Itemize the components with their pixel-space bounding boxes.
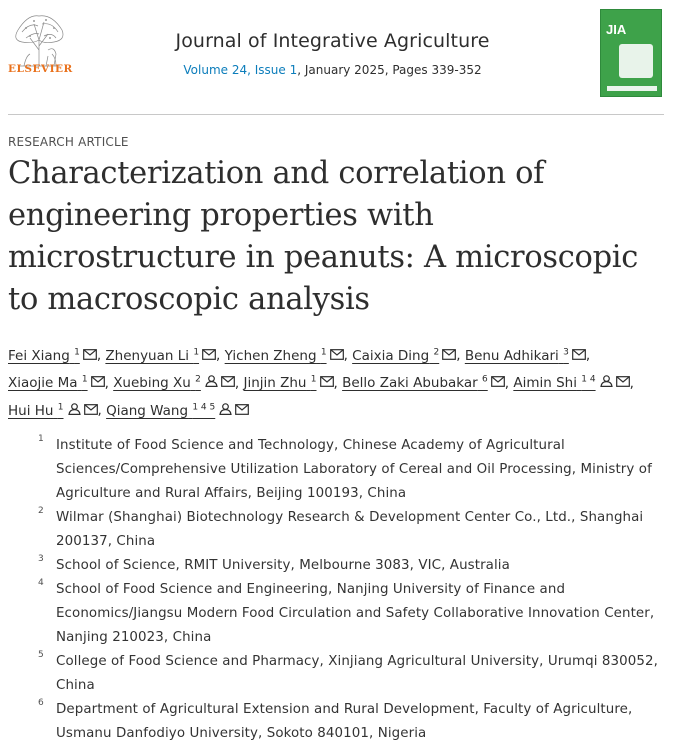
author-name: Zhenyuan Li (105, 347, 190, 364)
author-list (8, 340, 668, 423)
cover-abbrev: JIA (606, 22, 627, 37)
email-icon (616, 371, 630, 395)
affiliation-number: 6 (38, 698, 44, 708)
author-name: Caixia Ding (352, 347, 430, 364)
article-title: Characterization and correlation of engineering properties with microstructure in peanuts: A microscopic to macroscopic analysis (8, 156, 639, 317)
author-name: Jinjin Zhu (243, 375, 307, 391)
person-icon (205, 371, 218, 395)
author-name: Xuebing Xu (113, 375, 191, 391)
affiliation-ref: 1 4 5 (192, 402, 216, 412)
author-separator: , (234, 375, 240, 391)
header-divider (8, 114, 664, 115)
author-separator: , (216, 347, 221, 364)
author-separator: , (97, 402, 102, 419)
affiliation-text: Institute of Food Science and Technology, Chinese Academy of Agricultural Sciences/Comprehensive Utilization Laboratory of Cereal and Oil Processing, Ministry of Agriculture and Rural Affairs, Beijing 100193, China (56, 438, 652, 501)
author-link[interactable] (225, 348, 344, 364)
author-link[interactable] (106, 403, 249, 419)
author-name: Qiang Wang (106, 402, 189, 419)
author-link[interactable] (513, 375, 629, 391)
email-icon (221, 371, 235, 395)
author-name: Hui Hu (8, 402, 54, 419)
author-name: Xiaojie Ma (8, 375, 78, 391)
volume-issue-link[interactable]: Volume 24, Issue 1 (183, 63, 298, 77)
author-separator: , (504, 375, 510, 391)
affiliation-ref: 1 (320, 347, 327, 357)
affiliation-ref: 2 (433, 347, 440, 357)
email-icon (84, 399, 98, 423)
affiliation-text: School of Food Science and Engineering, Nanjing University of Finance and Economics/Jiangsu Modern Food Circulation and Safety Collaborative Innovation Center, Nanjing 210023, China (56, 582, 655, 645)
affiliation-text: College of Food Science and Pharmacy, Xinjiang Agricultural University, Urumqi 830052, China (56, 654, 658, 693)
author-link[interactable] (8, 348, 97, 364)
journal-cover-thumbnail[interactable] (600, 9, 662, 97)
cover-diagram (619, 44, 653, 78)
author-name: Benu Adhikari (464, 347, 559, 364)
journal-header (0, 0, 676, 115)
cover-footer-band (607, 86, 657, 91)
affiliation-text: School of Science, RMIT University, Melbourne 3083, VIC, Australia (56, 558, 510, 573)
affiliation-number: 3 (38, 554, 44, 564)
affiliation-ref: 1 (310, 374, 317, 385)
email-icon (491, 371, 505, 395)
author-name: Yichen Zheng (224, 347, 317, 364)
affiliation-number: 2 (38, 506, 44, 516)
article-type: RESEARCH ARTICLE (8, 135, 129, 149)
person-icon (219, 399, 232, 423)
affiliation-number: 1 (38, 434, 44, 444)
author-link[interactable] (8, 375, 105, 391)
author-separator: , (104, 375, 109, 391)
author-separator: , (96, 347, 102, 364)
author-link[interactable] (105, 348, 216, 364)
person-icon (600, 371, 613, 395)
email-icon (442, 344, 456, 368)
affiliation-ref: 1 (74, 347, 80, 357)
email-icon (202, 344, 216, 368)
email-icon (320, 371, 334, 395)
affiliation-text: Department of Agricultural Extension and Rural Development, Faculty of Agriculture, Usmanu Danfodiyo University, Sokoto 840101, Nigeria (56, 702, 633, 741)
affiliation-number: 4 (38, 578, 44, 588)
affiliation-text: Wilmar (Shanghai) Biotechnology Research & Development Center Co., Ltd., Shanghai 200137, China (56, 510, 644, 549)
author-link[interactable] (352, 348, 456, 364)
publisher-name[interactable]: ELSEVIER (8, 63, 73, 75)
email-icon (83, 344, 97, 368)
email-icon (235, 399, 249, 423)
author-link[interactable] (113, 375, 235, 391)
affiliation-ref: 1 4 (581, 374, 596, 385)
author-separator: , (456, 347, 461, 364)
author-name: Fei Xiang (8, 347, 70, 364)
email-icon (91, 371, 105, 395)
journal-title[interactable]: Journal of Integrative Agriculture (175, 30, 490, 52)
author-separator: , (333, 375, 338, 391)
affiliation-ref: 1 (81, 374, 88, 385)
author-separator: , (629, 375, 634, 391)
email-icon (572, 344, 586, 368)
affiliation-ref: 1 (193, 347, 200, 357)
affiliation-ref: 3 (563, 347, 569, 357)
author-link[interactable] (342, 375, 505, 391)
author-separator: , (585, 347, 591, 364)
author-name: Bello Zaki Abubakar (342, 375, 478, 391)
author-separator: , (343, 347, 348, 364)
affiliation-ref: 6 (482, 374, 488, 385)
email-icon (330, 344, 344, 368)
affiliation-ref: 1 (57, 402, 64, 412)
person-icon (68, 399, 81, 423)
affiliation-ref: 2 (195, 374, 201, 385)
author-name: Aimin Shi (513, 375, 577, 391)
author-link[interactable] (8, 403, 98, 419)
author-link[interactable] (243, 375, 333, 391)
journal-issue-line (70, 63, 595, 77)
author-link[interactable] (465, 348, 586, 364)
issue-date-pages: , January 2025, Pages 339-352 (297, 63, 482, 77)
affiliation-number: 5 (38, 650, 44, 660)
